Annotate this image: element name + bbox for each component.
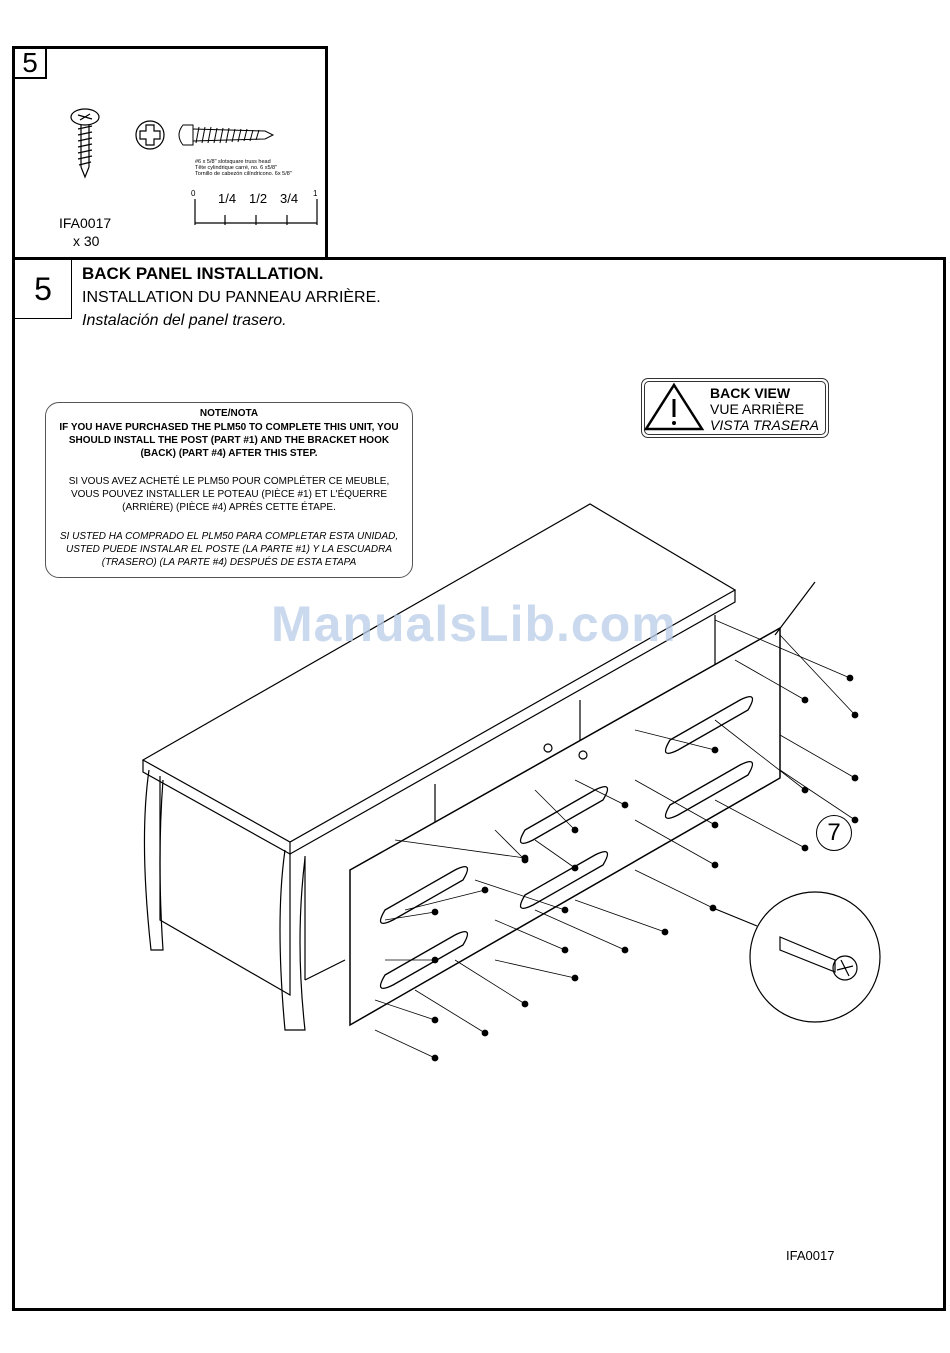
screw-side-icon: [179, 125, 273, 145]
ruler-label-quarter: 1/4: [218, 191, 237, 206]
phillips-head-icon: [136, 121, 164, 149]
step-panel: [12, 257, 946, 1311]
screw-zoom-circle: [750, 892, 880, 1022]
zoom-part-code: IFA0017: [786, 1248, 835, 1263]
note-text-fr: SI VOUS AVEZ ACHETÉ LE PLM50 POUR COMPLÉTER CE MEUBLE, VOUS POUVEZ INSTALLER LE POTEAU (PIÈCE #1) ET L'ÉQUERRE (ARRIÈRE) (PIÈCE #4) APRÈS CETTE ÉTAPE.: [68, 476, 390, 513]
watermark: ManualsLib.com: [271, 596, 677, 652]
note-text-es: SI USTED HA COMPRADO EL PLM50 PARA COMPLETAR ESTA UNIDAD, USTED PUEDE INSTALAR EL POSTE (LA PARTE #1) Y LA ESCUADRA (TRASERO) (LA PARTE #4) DESPUÉS DE ESTA ETAPA: [59, 531, 399, 568]
ruler-label-1: 1: [313, 189, 318, 198]
screw-description: #6 x 5/8" slotsquare truss head Tête cylindrique carré, no. 6 x5/8" Tornillo de cabezón cilíndricono. 6x 5/8": [195, 159, 292, 177]
back-view-es: VISTA TRASERA: [710, 417, 819, 433]
part-number-callout: 7: [816, 815, 852, 851]
ruler-label-half: 1/2: [249, 191, 268, 206]
hardware-step-number: 5: [15, 49, 47, 79]
step-number: 5: [15, 260, 72, 319]
ruler-label-three-quarter: 3/4: [280, 191, 299, 206]
assembly-diagram: [15, 260, 943, 1308]
step-title-en: BACK PANEL INSTALLATION.: [82, 264, 324, 283]
back-view-fr: VUE ARRIÈRE: [710, 401, 805, 417]
note-title: NOTE/NOTA: [199, 408, 259, 419]
hardware-quantity: x 30: [73, 233, 100, 249]
screw-icon: [71, 109, 99, 177]
step-title-fr: INSTALLATION DU PANNEAU ARRIÈRE.: [82, 289, 381, 306]
step-title-es: Instalación del panel trasero.: [82, 312, 287, 329]
back-view-en: BACK VIEW: [710, 385, 791, 401]
hardware-part-code: IFA0017: [59, 215, 112, 231]
front-leg: [280, 850, 305, 1030]
zoom-screw-icon: [780, 937, 857, 980]
hardware-panel: [12, 46, 328, 259]
ruler-label-0: 0: [191, 189, 196, 198]
note-text-en: IF YOU HAVE PURCHASED THE PLM50 TO COMPLETE THIS UNIT, YOU SHOULD INSTALL THE POST (PART #1) AND THE BRACKET HOOK (BACK) (PART #4) AFTER THIS STEP.: [59, 422, 399, 459]
hardware-illustration: [15, 49, 325, 259]
